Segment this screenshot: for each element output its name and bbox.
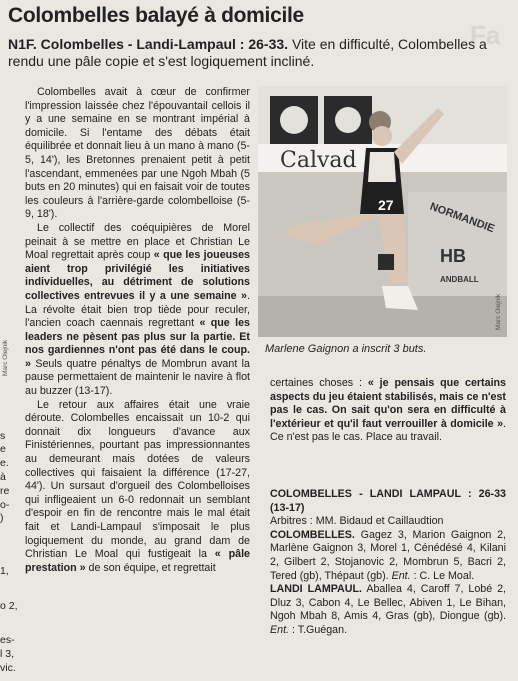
score-box [270, 488, 506, 638]
jersey-number: 27 [378, 197, 394, 213]
score-box-team2: LANDI LAMPAUL. Aballea 4, Caroff 7, Lobé 2, Dluz 3, Cabon 4, Le Bellec, Abiven 1, Le Bihan, Ngoh Mbah 8, Amis 4, Gras (gb), Diongue (gb). Ent. : T.Guégan. [270, 583, 506, 636]
match-photo [258, 86, 507, 337]
article-paragraph-3: Le retour aux affaires était une vraie déroute. Colombelles encaissait un 10-2 qui donnait dix longueurs d'avance aux Finistériennes, pourtant pas impressionnantes au demeurant mais dotées de valeurs collectives qui faisaient la différence (17-27, 44'). Un sursaut d'orgueil des Colombelloises qui infligeaient un 6-0 redonnait un semblant d'espoir en fin de rencontre mais le mal était fait et Landi-Lampaul s'imposait le plus logiquement du monde, au grand dam de Christian Le Moal qui fustigeait la « pâle prestation » de son équipe, et regrettait [25, 398, 250, 574]
article-column-1 [25, 86, 250, 575]
edge-fragment: ) [0, 512, 4, 524]
edge-fragment: o 2, [0, 600, 18, 612]
photo-caption: Marlene Gaignon a inscrit 3 buts. [265, 343, 427, 355]
edge-fragment: es- [0, 634, 15, 646]
edge-fragment: vic. [0, 662, 16, 674]
edge-fragment: s [0, 430, 6, 442]
deck-lead-text: Vite en difficulté, Colombelles a rendu une pâle copie et s'est logiquement incliné. [8, 36, 487, 69]
article-paragraph-1: Colombelles avait à cœur de confirmer l'impression laissée chez l'épouvantail cellois il y a une semaine en se montrant impérial à domicile. Si l'entame des débats était équilibrée et donnait lieu à un mano à mano (5-5, 14'), les Bretonnes prenaient petit à petit l'ascendant, emmenées par une Ngoh Mbah (5 buts en 20 minutes) qui en faisait voir de toutes les couleurs à l'arrière-garde colombelloise (5-9, 18'). [25, 86, 250, 221]
edge-fragment: 1, [0, 565, 9, 577]
edge-fragment: o- [0, 499, 10, 511]
score-box-referees: Arbitres : MM. Bidaud et Caillaudtion [270, 515, 444, 528]
score-box-title: COLOMBELLES - LANDI LAMPAUL : 26-33 (13-17) [270, 488, 506, 514]
article-paragraph-2: Le collectif des coéquipières de Morel peinait à se mettre en place et Christian Le Moal regrettait après coup « que les joueuses aient trop privilégié les initiatives individuelles, au détriment de solutions collectives entrevues il y a une semaine ». La révolte était bien trop tiède pour reculer, l'ancien coach caennais regrettant « que les leaders ne pèsent pas plus sur la partie. Et nos gardiennes n'ont pas été dans le coup. » Seuls quatre pénaltys de Mombrun avant la pause permettaient de maintenir le navire à flot au buzzer (13-17). [25, 221, 250, 398]
edge-fragment: re [0, 485, 10, 497]
edge-fragment: e [0, 443, 6, 455]
article-column-2 [270, 377, 506, 445]
edge-fragment: à [0, 471, 6, 483]
sign-text-2: HB [440, 246, 466, 266]
deck [8, 36, 513, 70]
ghost-text: Fa [470, 20, 501, 50]
edge-fragment: l 3, [0, 648, 15, 660]
sign-text-3: ANDBALL [440, 275, 479, 284]
player-illustration [258, 86, 507, 337]
edge-fragment: e. [0, 457, 9, 469]
left-photo-credit: Marc Olejnik [2, 339, 9, 376]
headline: Colombelles balayé à domicile [8, 4, 304, 27]
score-box-team1: COLOMBELLES. Gagez 3, Marion Gaignon 2, Marlène Gaignon 3, Morel 1, Cénédésé 4, Kilani 2, Gilbert 2, Stojanovic 2, Mombrun 5, Bacri 2, Tered (gb), Thépaut (gb). Ent. : C. Le Moal. [270, 528, 506, 582]
article-paragraph-4: certaines choses : « je pensais que certains aspects du jeu étaient stabilisés, mais ce n'est pas le cas. On sait qu'on sera en difficulté à l'extérieur et qu'il faut verrouiller à domicile ». Ce n'est pas le cas. Place au travail. [270, 377, 507, 444]
photo-credit: Marc Olejnik [495, 293, 502, 330]
banner-text: Calvad [280, 148, 357, 173]
deck-lead-bold: N1F. Colombelles - Landi-Lampaul : 26-33. [8, 36, 289, 52]
sign-text-1: NORMANDIE [428, 200, 497, 236]
